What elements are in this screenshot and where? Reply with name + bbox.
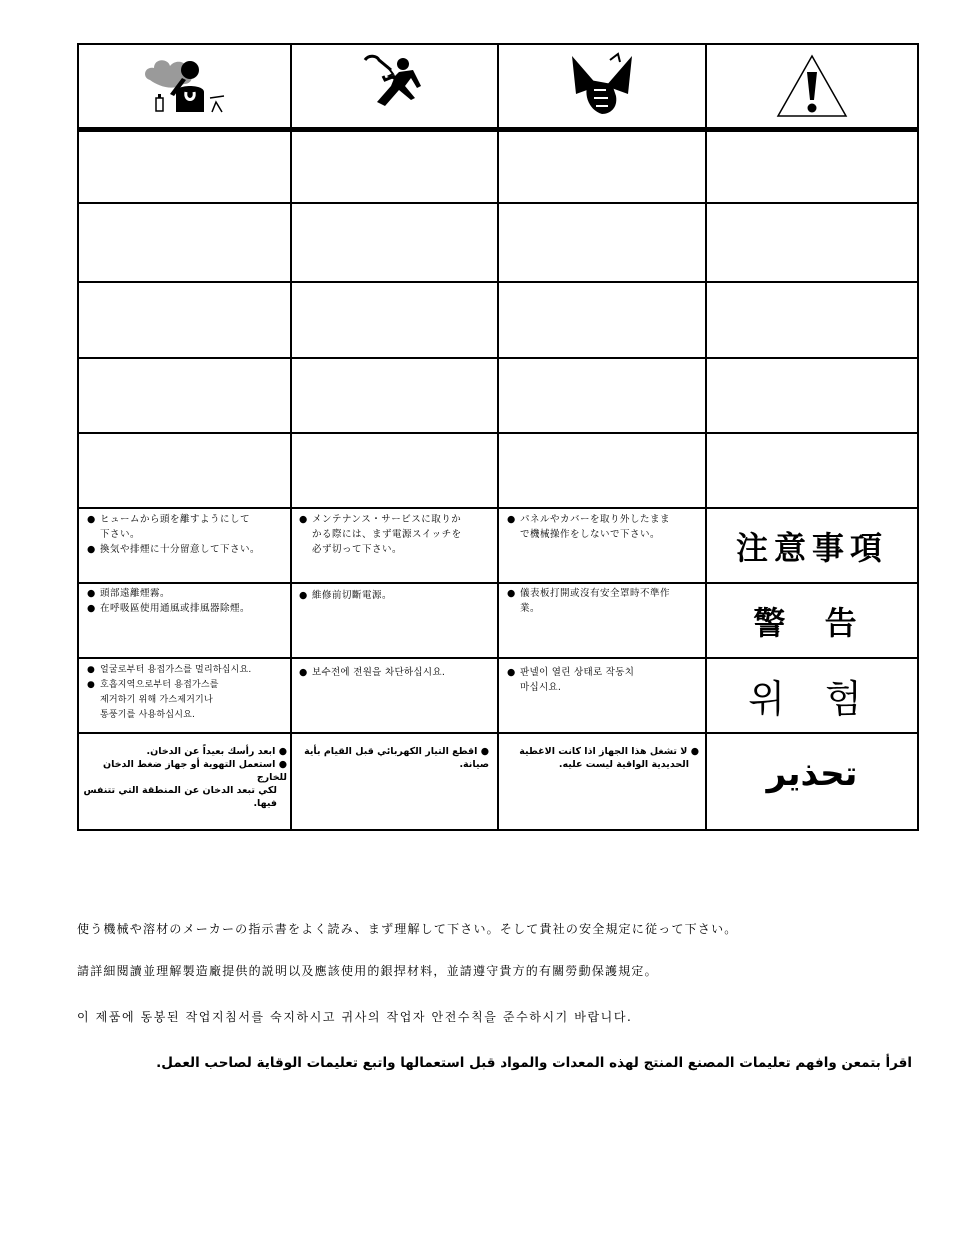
japanese-shock-text: ● メンテナンス・サービスに取りか かる際には、まず電源スイッチを 必ず切って下さい。 [299,514,462,555]
arabic-shock-text: ● اقطع التيار الكهربائي قبل القيام بأية صيانة. [304,746,489,770]
fumes-hazard-icon [140,50,230,122]
chinese-moving-text: ● 儀表板打開或沒有安全罩時不準作 業。 [507,588,671,614]
moving-parts-icon-cell [499,45,705,127]
footer-chinese: 請詳細閱讀並理解製造廠提供的説明以及應該使用的銀捍材料，並請遵守貴方的有關勞動保護規定。 [77,964,658,978]
korean-shock-text: ● 보수전에 전원을 차단하십시요. [299,667,446,678]
electric-shock-icon [355,50,435,122]
shock-icon-cell [292,45,497,127]
arabic-heading: تحذير [766,754,858,794]
row-divider [79,202,917,204]
arabic-moving-text: ● لا تشغل هذا الجهاز اذا كانت الاغطية الحديدية الواقية ليست عليه. [519,746,699,770]
chinese-heading: 警 告 [753,603,871,642]
arabic-fumes-text: ● ابعد رأسك بعيداً عن الدخان. ● استعمل التهوية أو جهاز ضغط الدخان للخارج لكي تبعد الدخان عن المنطقة التي تتنفس فيها. [83,746,287,809]
footer-arabic: اقرأ بتمعن وافهم تعليمات المصنع المنتج لهذه المعدات والمواد قبل استعمالها واتبع تعليمات الوقاية لصاحب العمل. [156,1055,912,1071]
warning-triangle-icon [774,52,850,120]
japanese-moving-text: ● パネルやカバーを取り外したまま で機械操作をしないで下さい。 [507,514,671,540]
korean-heading: 위 험 [748,677,876,721]
chinese-shock-text: ● 維修前切斷電源。 [299,590,393,601]
korean-moving-text: ● 판넬이 열린 상태로 작동치 마십시요. [507,667,635,693]
column-divider [290,45,292,829]
korean-fumes-text: ● 얼굴로부터 용접가스를 멀리하십시요. ● 호흡지역으로부터 용접가스를 제거하기 위해 가스제거기나 통풍기를 사용하십시요. [87,665,252,720]
japanese-fumes-text: ● ヒュームから頭を離すようにして 下さい。 ● 換気や排煙に十分留意して下さい。 [87,514,261,555]
chinese-fumes-text: ● 頭部遠離煙霧。 ● 在呼吸區使用通風或排風器除煙。 [87,588,251,614]
row-divider [79,281,917,283]
fumes-icon-cell [79,45,290,127]
row-divider [79,432,917,434]
row-divider [79,357,917,359]
column-divider [497,45,499,829]
footer-japanese: 使う機械や溶材のメーカーの指示書をよく読み、まず理解して下さい。そして貴社の安全規定に従って下さい。 [77,922,738,936]
footer-korean: 이 제품에 동봉된 작업지침서를 숙지하시고 귀사의 작업자 안전수칙을 준수하시기 바랍니다. [77,1010,633,1024]
japanese-heading: 注意事項 [735,528,888,567]
header-divider [79,127,917,132]
moving-parts-hazard-icon [562,50,642,122]
warning-icon-cell [707,45,917,127]
safety-warning-table [77,43,919,831]
